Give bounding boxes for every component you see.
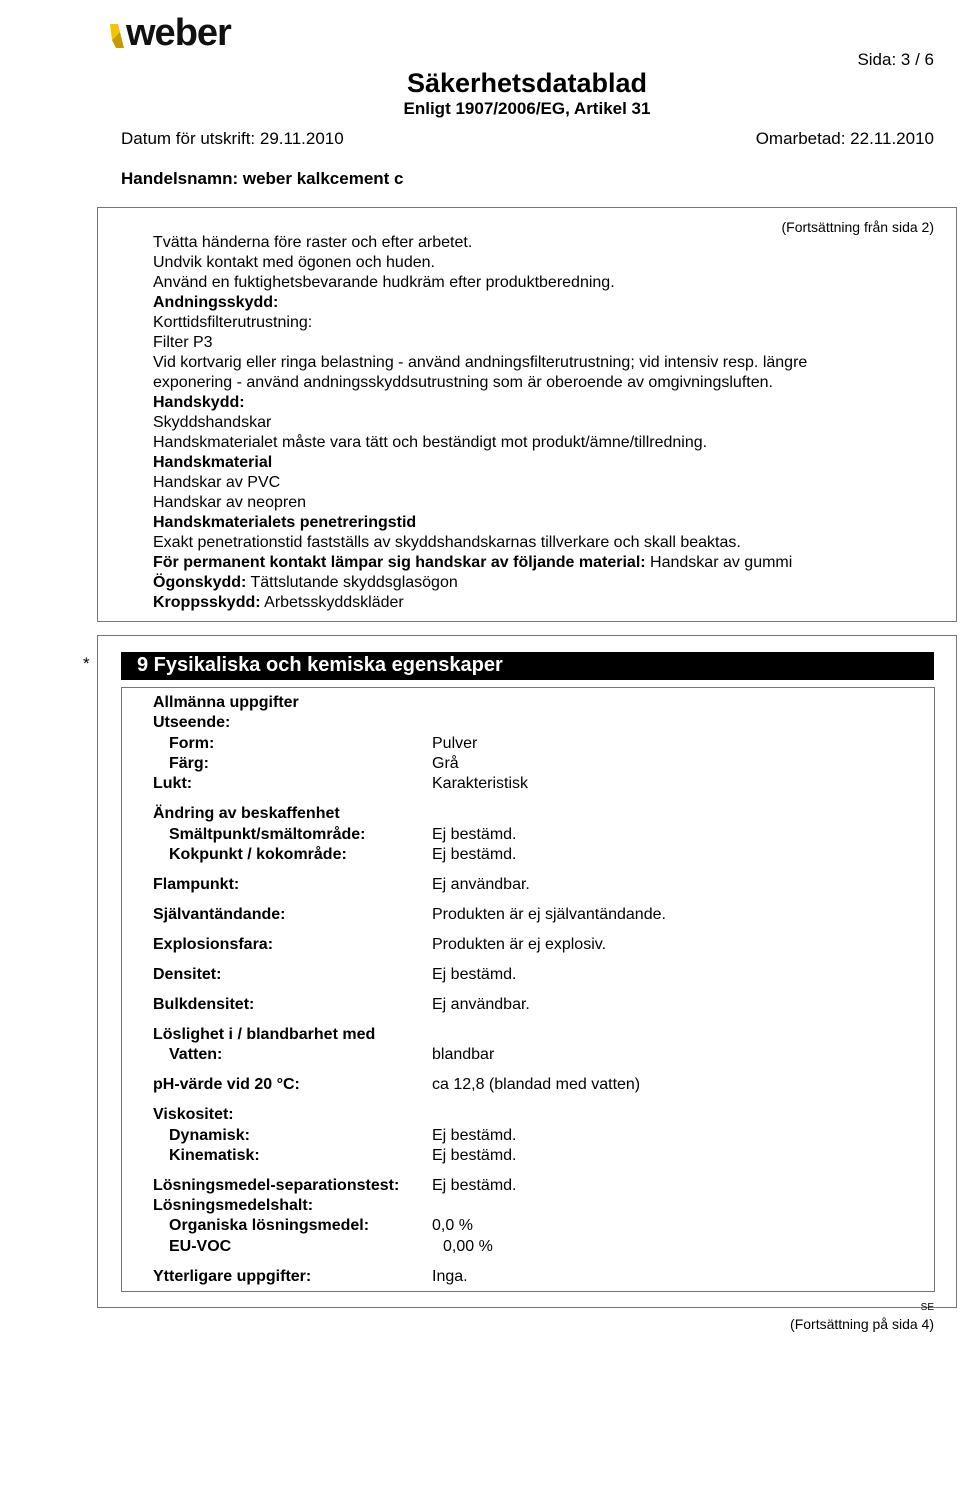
hand-protection-heading: Handskydd: [153, 394, 245, 411]
solubility-heading: Löslighet i / blandbarhet med [153, 1026, 376, 1043]
document-subtitle: Enligt 1907/2006/EG, Artikel 31 [403, 99, 651, 118]
solvent-separation-label: Lösningsmedel-separationstest: [153, 1177, 400, 1194]
weber-logo-mark [108, 12, 258, 52]
text-line: Korttidsfilterutrustning: [153, 314, 313, 331]
viscosity-heading: Viskositet: [153, 1106, 234, 1123]
text-line: Vid kortvarig eller ringa belastning - använd andningsfilterutrustning; vid intensiv resp. längre [153, 354, 808, 371]
boiling-point-value: Ej bestämd. [432, 846, 517, 863]
explosion-hazard-label: Explosionsfara: [153, 936, 274, 953]
organic-solvents-label: Organiska lösningsmedel: [169, 1217, 370, 1234]
revision-marker: * [83, 654, 90, 673]
odor-label: Lukt: [153, 775, 193, 792]
text-line: Tvätta händerna före raster och efter arbetet. [153, 234, 473, 251]
odor-value: Karakteristisk [432, 775, 529, 792]
further-info-label: Ytterligare uppgifter: [153, 1268, 312, 1285]
ph-value: ca 12,8 (blandad med vatten) [432, 1076, 641, 1093]
text-line: Exakt penetrationstid fastställs av skyddshandskarnas tillverkare och skall beaktas. [153, 534, 741, 551]
form-value: Pulver [432, 735, 478, 752]
density-label: Densitet: [153, 966, 222, 983]
text-line: Handskmaterialet måste vara tätt och beständigt mot produkt/ämne/tillredning. [153, 434, 708, 451]
svg-text:weber: weber [126, 12, 231, 52]
dynamic-viscosity-value: Ej bestämd. [432, 1127, 517, 1144]
form-label: Form: [169, 735, 215, 752]
boiling-point-label: Kokpunkt / kokområde: [169, 846, 347, 863]
bulk-density-value: Ej användbar. [432, 996, 530, 1013]
density-value: Ej bestämd. [432, 966, 517, 983]
kinematic-viscosity-value: Ej bestämd. [432, 1147, 517, 1164]
print-date: Datum för utskrift: 29.11.2010 [121, 129, 344, 148]
eu-voc-label: EU-VOC [169, 1238, 232, 1255]
appearance-label: Utseende: [153, 714, 231, 731]
weber-logo [108, 12, 258, 52]
trade-name: Handelsnamn: weber kalkcement c [121, 169, 404, 188]
language-code: SE [920, 1302, 934, 1313]
state-change-heading: Ändring av beskaffenhet [153, 805, 340, 822]
permanent-contact-line: För permanent kontakt lämpar sig handskar av följande material: Handskar av gummi [153, 554, 793, 571]
eye-protection-line: Ögonskydd: Tättslutande skyddsglasögon [153, 574, 458, 591]
penetration-time-heading: Handskmaterialets penetreringstid [153, 514, 417, 531]
color-value: Grå [432, 755, 459, 772]
general-info-heading: Allmänna uppgifter [153, 694, 299, 711]
continued-from-note: (Fortsättning från sida 2) [781, 219, 934, 235]
eu-voc-value: 0,00 % [443, 1238, 493, 1255]
ph-label: pH-värde vid 20 °C: [153, 1076, 300, 1093]
body-protection-line: Kroppsskydd: Arbetsskyddskläder [153, 594, 404, 611]
respiratory-protection-heading: Andningsskydd: [153, 294, 279, 311]
melting-point-label: Smältpunkt/smältområde: [169, 826, 366, 843]
kinematic-viscosity-label: Kinematisk: [169, 1147, 260, 1164]
text-line: Handskar av PVC [153, 474, 281, 491]
section-8-content [153, 233, 938, 613]
text-line: Skyddshandskar [153, 414, 272, 431]
bulk-density-label: Bulkdensitet: [153, 996, 255, 1013]
text-line: Handskar av neopren [153, 494, 306, 511]
text-line: Undvik kontakt med ögonen och huden. [153, 254, 435, 271]
text-line: Använd en fuktighetsbevarande hudkräm efter produktberedning. [153, 274, 615, 291]
organic-solvents-value: 0,0 % [432, 1217, 473, 1234]
section-9-title: 9 Fysikaliska och kemiska egenskaper [137, 654, 503, 676]
flash-point-value: Ej användbar. [432, 876, 530, 893]
continued-to-note: (Fortsättning på sida 4) [790, 1316, 934, 1332]
glove-material-heading: Handskmaterial [153, 454, 273, 471]
melting-point-value: Ej bestämd. [432, 826, 517, 843]
dynamic-viscosity-label: Dynamisk: [169, 1127, 250, 1144]
document-title: Säkerhetsdatablad [406, 68, 648, 98]
text-line: exponering - använd andningsskyddsutrustning som är oberoende av omgivningsluften. [153, 374, 773, 391]
explosion-hazard-value: Produkten är ej explosiv. [432, 936, 607, 953]
flash-point-label: Flampunkt: [153, 876, 240, 893]
solvent-separation-value: Ej bestämd. [432, 1177, 517, 1194]
revision-date: Omarbetad: 22.11.2010 [755, 129, 934, 148]
self-ignition-label: Självantändande: [153, 906, 286, 923]
page-number: Sida: 3 / 6 [857, 50, 934, 69]
text-line: Filter P3 [153, 334, 213, 351]
water-value: blandbar [432, 1046, 495, 1063]
color-label: Färg: [169, 755, 209, 772]
solvent-content-heading: Lösningsmedelshalt: [153, 1197, 314, 1214]
water-label: Vatten: [169, 1046, 223, 1063]
further-info-value: Inga. [432, 1268, 468, 1285]
self-ignition-value: Produkten är ej självantändande. [432, 906, 666, 923]
